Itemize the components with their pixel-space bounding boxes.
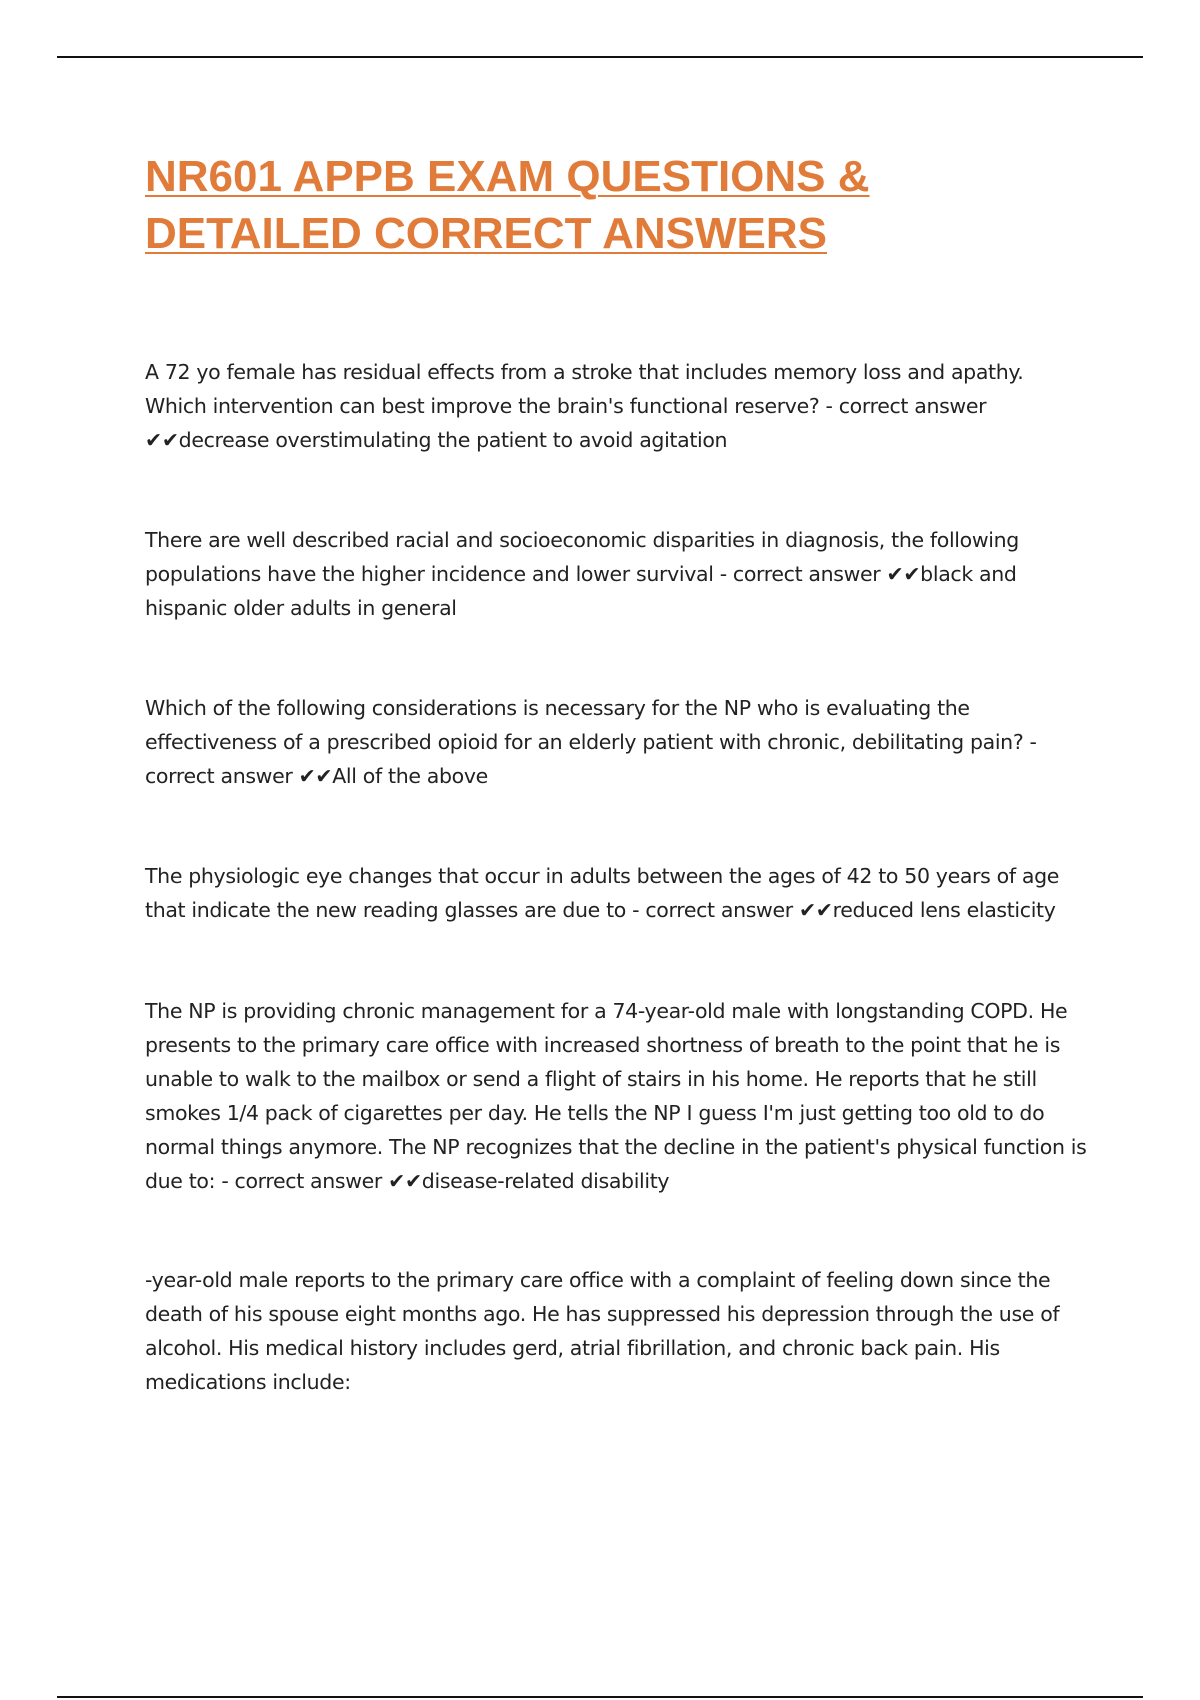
qa-entry: There are well described racial and socioeconomic disparities in diagnosis, the following populations have the higher incidence and lower survival - correct answer ✔✔black and hispanic older adults in general [145,528,1019,620]
bottom-rule [57,1696,1143,1698]
qa-entry: A 72 yo female has residual effects from a stroke that includes memory loss and apathy. Which intervention can best improve the brain's functional reserve? - correct answer ✔✔decrease overstimulating the patient to avoid agitation [145,360,1024,452]
qa-entry: Which of the following considerations is necessary for the NP who is evaluating the effectiveness of a prescribed opioid for an elderly patient with chronic, debilitating pain? - correct answer ✔✔All of the above [145,696,1037,788]
top-rule [57,56,1143,58]
document-title: NR601 APPB EXAM QUESTIONS & DETAILED CORRECT ANSWERS [145,152,870,258]
qa-entry: The physiologic eye changes that occur in adults between the ages of 42 to 50 years of age that indicate the new reading glasses are due to - correct answer ✔✔reduced lens elasticity [145,864,1059,922]
qa-entry: -year-old male reports to the primary care office with a complaint of feeling down since the death of his spouse eight months ago. He has suppressed his depression through the use of alcohol. His medical history includes gerd, atrial fibrillation, and chronic back pain. His medications include: [145,1268,1060,1394]
qa-entry: The NP is providing chronic management for a 74-year-old male with longstanding COPD. He presents to the primary care office with increased shortness of breath to the point that he is unable to walk to the mailbox or send a flight of stairs in his home. He reports that he still smokes 1/4 pack of cigarettes per day. He tells the NP I guess I'm just getting too old to do normal things anymore. The NP recognizes that the decline in the patient's physical function is due to: - correct answer ✔✔disease-related disability [145,999,1087,1193]
